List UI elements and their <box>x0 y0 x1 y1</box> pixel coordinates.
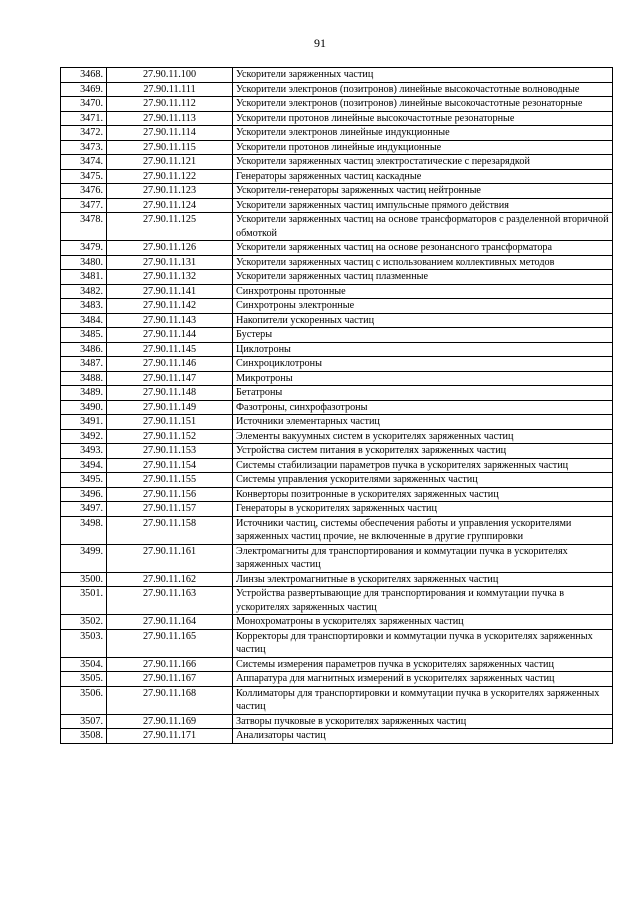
okpd-code: 27.90.11.148 <box>107 386 233 401</box>
row-number: 3480. <box>61 255 107 270</box>
okpd-code: 27.90.11.115 <box>107 140 233 155</box>
table-row <box>61 672 613 687</box>
okpd-code: 27.90.11.155 <box>107 473 233 488</box>
okpd-code: 27.90.11.158 <box>107 516 233 544</box>
table-row <box>61 357 613 372</box>
row-number: 3479. <box>61 241 107 256</box>
row-number: 3507. <box>61 714 107 729</box>
table-row <box>61 270 613 285</box>
product-name: Ускорители заряженных частиц с использованием коллективных методов <box>233 255 613 270</box>
product-name: Микротроны <box>233 371 613 386</box>
product-name: Ускорители заряженных частиц электростатические с перезарядкой <box>233 155 613 170</box>
product-name: Аппаратура для магнитных измерений в ускорителях заряженных частиц <box>233 672 613 687</box>
row-number: 3488. <box>61 371 107 386</box>
product-name: Ускорители электронов линейные индукционные <box>233 126 613 141</box>
table-row <box>61 400 613 415</box>
row-number: 3508. <box>61 729 107 744</box>
product-name: Корректоры для транспортировки и коммутации пучка в ускорителях заряженных частиц <box>233 629 613 657</box>
row-number: 3485. <box>61 328 107 343</box>
okpd-code: 27.90.11.112 <box>107 97 233 112</box>
okpd-code: 27.90.11.114 <box>107 126 233 141</box>
table-row <box>61 729 613 744</box>
product-name: Ускорители протонов линейные высокочастотные резонаторные <box>233 111 613 126</box>
okpd-code: 27.90.11.161 <box>107 544 233 572</box>
row-number: 3474. <box>61 155 107 170</box>
row-number: 3469. <box>61 82 107 97</box>
row-number: 3468. <box>61 68 107 83</box>
okpd-code: 27.90.11.151 <box>107 415 233 430</box>
row-number: 3481. <box>61 270 107 285</box>
row-number: 3484. <box>61 313 107 328</box>
row-number: 3476. <box>61 184 107 199</box>
okpd-code: 27.90.11.157 <box>107 502 233 517</box>
table-row <box>61 284 613 299</box>
okpd-code: 27.90.11.167 <box>107 672 233 687</box>
page-number: 91 <box>314 36 326 50</box>
table-row <box>61 126 613 141</box>
product-name: Накопители ускоренных частиц <box>233 313 613 328</box>
okpd-code: 27.90.11.124 <box>107 198 233 213</box>
row-number: 3504. <box>61 657 107 672</box>
row-number: 3482. <box>61 284 107 299</box>
table-row <box>61 502 613 517</box>
product-name: Устройства систем питания в ускорителях заряженных частиц <box>233 444 613 459</box>
product-name: Циклотроны <box>233 342 613 357</box>
table-row <box>61 444 613 459</box>
product-name: Ускорители заряженных частиц на основе резонансного трансформатора <box>233 241 613 256</box>
table-row <box>61 415 613 430</box>
table-row <box>61 487 613 502</box>
table-row <box>61 111 613 126</box>
table-row <box>61 68 613 83</box>
okpd-code: 27.90.11.162 <box>107 572 233 587</box>
okpd-code: 27.90.11.123 <box>107 184 233 199</box>
okpd-code: 27.90.11.168 <box>107 686 233 714</box>
okpd-code: 27.90.11.145 <box>107 342 233 357</box>
product-name: Устройства развертывающие для транспортирования и коммутации пучка в ускорителях заряженных частиц <box>233 587 613 615</box>
okpd-code: 27.90.11.166 <box>107 657 233 672</box>
table-row <box>61 213 613 241</box>
okpd-code: 27.90.11.111 <box>107 82 233 97</box>
product-name: Электромагниты для транспортирования и коммутации пучка в ускорителях заряженных частиц <box>233 544 613 572</box>
row-number: 3472. <box>61 126 107 141</box>
okpd-code: 27.90.11.164 <box>107 615 233 630</box>
okpd-code: 27.90.11.153 <box>107 444 233 459</box>
row-number: 3483. <box>61 299 107 314</box>
row-number: 3493. <box>61 444 107 459</box>
okpd-code: 27.90.11.163 <box>107 587 233 615</box>
okpd-code: 27.90.11.156 <box>107 487 233 502</box>
table-row <box>61 342 613 357</box>
product-name: Системы измерения параметров пучка в ускорителях заряженных частиц <box>233 657 613 672</box>
table-row <box>61 255 613 270</box>
product-name: Бустеры <box>233 328 613 343</box>
product-name: Ускорители заряженных частиц <box>233 68 613 83</box>
table-row <box>61 155 613 170</box>
product-name: Коллиматоры для транспортировки и коммутации пучка в ускорителях заряженных частиц <box>233 686 613 714</box>
product-name: Ускорители протонов линейные индукционные <box>233 140 613 155</box>
table-row <box>61 544 613 572</box>
row-number: 3494. <box>61 458 107 473</box>
product-name: Анализаторы частиц <box>233 729 613 744</box>
table-row <box>61 328 613 343</box>
okpd-code: 27.90.11.149 <box>107 400 233 415</box>
okpd-code: 27.90.11.125 <box>107 213 233 241</box>
row-number: 3506. <box>61 686 107 714</box>
okpd-code: 27.90.11.169 <box>107 714 233 729</box>
product-name: Ускорители заряженных частиц на основе трансформаторов с разделенной вторичной обмоткой <box>233 213 613 241</box>
row-number: 3499. <box>61 544 107 572</box>
table-row <box>61 82 613 97</box>
okpd-code: 27.90.11.141 <box>107 284 233 299</box>
table-row <box>61 629 613 657</box>
row-number: 3471. <box>61 111 107 126</box>
product-name: Ускорители заряженных частиц импульсные прямого действия <box>233 198 613 213</box>
table-row <box>61 587 613 615</box>
product-name: Синхротроны электронные <box>233 299 613 314</box>
okpd-code: 27.90.11.171 <box>107 729 233 744</box>
okpd-code: 27.90.11.131 <box>107 255 233 270</box>
row-number: 3500. <box>61 572 107 587</box>
row-number: 3475. <box>61 169 107 184</box>
okpd-code: 27.90.11.142 <box>107 299 233 314</box>
product-name: Системы управления ускорителями заряженных частиц <box>233 473 613 488</box>
row-number: 3486. <box>61 342 107 357</box>
product-name: Генераторы в ускорителях заряженных частиц <box>233 502 613 517</box>
product-name: Монохроматроны в ускорителях заряженных частиц <box>233 615 613 630</box>
okpd-code: 27.90.11.154 <box>107 458 233 473</box>
okpd-code: 27.90.11.126 <box>107 241 233 256</box>
table-row <box>61 657 613 672</box>
table-row <box>61 299 613 314</box>
okpd-code: 27.90.11.100 <box>107 68 233 83</box>
table-row <box>61 241 613 256</box>
product-name: Фазотроны, синхрофазотроны <box>233 400 613 415</box>
table-row <box>61 386 613 401</box>
okpd-code: 27.90.11.146 <box>107 357 233 372</box>
table-row <box>61 686 613 714</box>
product-name: Линзы электромагнитные в ускорителях заряженных частиц <box>233 572 613 587</box>
okpd-code: 27.90.11.165 <box>107 629 233 657</box>
row-number: 3496. <box>61 487 107 502</box>
table-row <box>61 615 613 630</box>
product-name: Ускорители-генераторы заряженных частиц нейтронные <box>233 184 613 199</box>
row-number: 3505. <box>61 672 107 687</box>
row-number: 3503. <box>61 629 107 657</box>
table-row <box>61 473 613 488</box>
okpd-code: 27.90.11.152 <box>107 429 233 444</box>
row-number: 3487. <box>61 357 107 372</box>
table-row <box>61 184 613 199</box>
product-name: Элементы вакуумных систем в ускорителях заряженных частиц <box>233 429 613 444</box>
okpd-code: 27.90.11.143 <box>107 313 233 328</box>
row-number: 3477. <box>61 198 107 213</box>
row-number: 3470. <box>61 97 107 112</box>
table-row <box>61 198 613 213</box>
okpd-code: 27.90.11.121 <box>107 155 233 170</box>
row-number: 3495. <box>61 473 107 488</box>
row-number: 3478. <box>61 213 107 241</box>
row-number: 3492. <box>61 429 107 444</box>
okpd-code: 27.90.11.132 <box>107 270 233 285</box>
okpd-code: 27.90.11.147 <box>107 371 233 386</box>
classifier-table <box>60 67 613 744</box>
table-row <box>61 516 613 544</box>
table-row <box>61 140 613 155</box>
product-name: Источники элементарных частиц <box>233 415 613 430</box>
okpd-code: 27.90.11.113 <box>107 111 233 126</box>
table-row <box>61 169 613 184</box>
product-name: Затворы пучковые в ускорителях заряженных частиц <box>233 714 613 729</box>
classifier-table-body <box>61 68 613 744</box>
product-name: Источники частиц, системы обеспечения работы и управления ускорителями заряженных частиц прочие, не включенные в другие группировки <box>233 516 613 544</box>
product-name: Ускорители электронов (позитронов) линейные высокочастотные волноводные <box>233 82 613 97</box>
row-number: 3501. <box>61 587 107 615</box>
product-name: Конверторы позитронные в ускорителях заряженных частиц <box>233 487 613 502</box>
product-name: Синхроциклотроны <box>233 357 613 372</box>
table-row <box>61 371 613 386</box>
row-number: 3497. <box>61 502 107 517</box>
table-row <box>61 97 613 112</box>
okpd-code: 27.90.11.122 <box>107 169 233 184</box>
table-row <box>61 458 613 473</box>
table-row <box>61 429 613 444</box>
row-number: 3502. <box>61 615 107 630</box>
table-row <box>61 572 613 587</box>
table-row <box>61 714 613 729</box>
product-name: Генераторы заряженных частиц каскадные <box>233 169 613 184</box>
product-name: Системы стабилизации параметров пучка в ускорителях заряженных частиц <box>233 458 613 473</box>
row-number: 3498. <box>61 516 107 544</box>
okpd-code: 27.90.11.144 <box>107 328 233 343</box>
product-name: Бетатроны <box>233 386 613 401</box>
row-number: 3489. <box>61 386 107 401</box>
table-row <box>61 313 613 328</box>
product-name: Синхротроны протонные <box>233 284 613 299</box>
row-number: 3490. <box>61 400 107 415</box>
product-name: Ускорители электронов (позитронов) линейные высокочастотные резонаторные <box>233 97 613 112</box>
row-number: 3473. <box>61 140 107 155</box>
row-number: 3491. <box>61 415 107 430</box>
product-name: Ускорители заряженных частиц плазменные <box>233 270 613 285</box>
